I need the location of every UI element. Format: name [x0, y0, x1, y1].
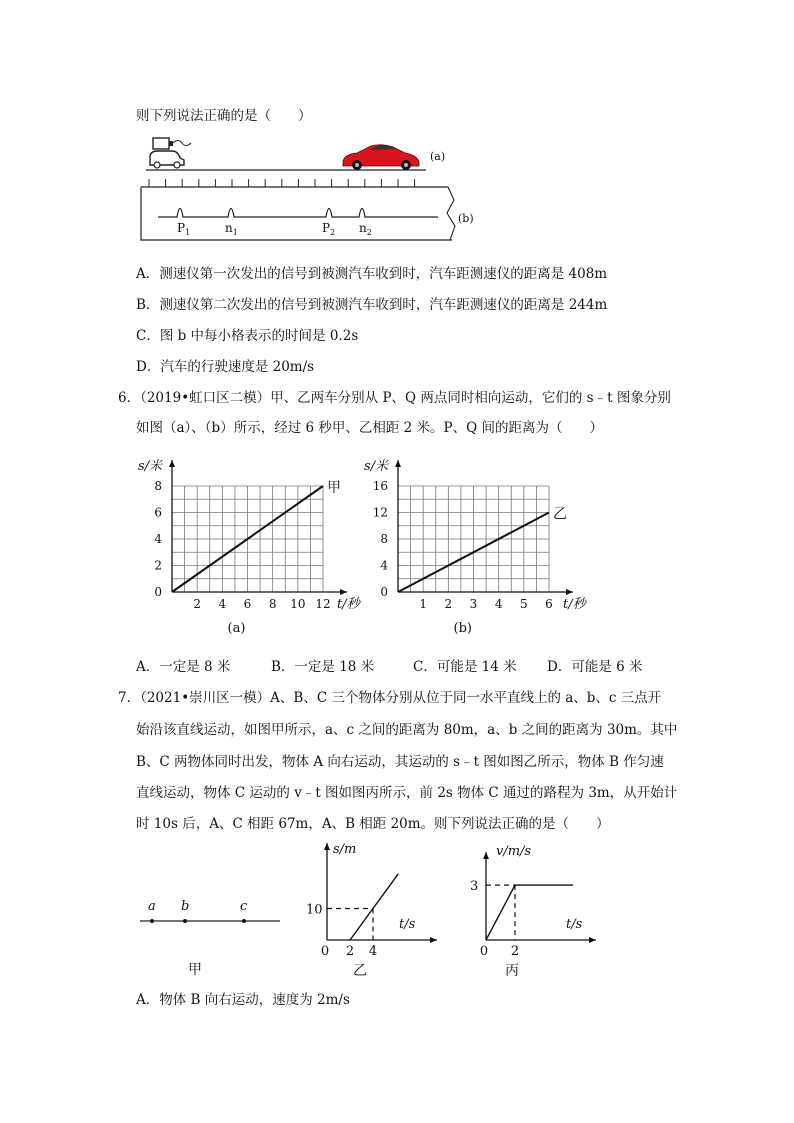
x-tick-label: 5 — [520, 597, 528, 611]
x-tick-label: 8 — [268, 597, 277, 611]
x-tick-label: 10 — [290, 597, 306, 611]
q5-option-d: D．汽车的行驶速度是 20m/s — [136, 359, 315, 375]
x-tick-label: 2 — [510, 944, 520, 959]
y-tick-label: 0 — [380, 585, 388, 599]
x-tick-label: 2 — [193, 597, 201, 611]
chart-caption: (b) — [453, 621, 472, 636]
q7-stem-line: B、C 两物体同时出发，物体 A 向右运动，其运动的 s﹣t 图如图乙所示，物体 B 作匀速 — [136, 754, 664, 770]
chart-caption: (a) — [227, 621, 246, 636]
point-b-label: b — [181, 899, 190, 914]
chart-caption: 丙 — [505, 963, 519, 979]
series-line — [486, 885, 573, 940]
y-tick-label: 8 — [154, 479, 162, 493]
x-tick-label: 6 — [545, 597, 553, 611]
q5-option-a: A．测速仪第一次发出的信号到被测汽车收到时，汽车距测速仪的距离是 408m — [136, 266, 608, 282]
figure-jia-caption: 甲 — [188, 962, 202, 978]
fig-label-b: (b) — [458, 212, 474, 225]
x-axis-label: t/秒 — [337, 597, 360, 612]
q5-option-c: C．图 b 中每小格表示的时间是 0.2s — [136, 328, 359, 344]
series-label: 甲 — [327, 480, 341, 496]
y-tick-label: 16 — [372, 479, 388, 493]
y-tick-label: 0 — [154, 585, 162, 599]
point-c-label: c — [240, 899, 248, 914]
x-axis-label: t/秒 — [563, 597, 586, 612]
q7-stem-line: 时 10s 后，A、C 相距 67m，A、B 相距 20m。则下列说法正确的是（ ） — [136, 816, 610, 832]
x-tick-label: 2 — [345, 944, 355, 959]
x-tick-label: 12 — [315, 597, 331, 611]
q6-stem-line1: 6．（2019•虹口区二模）甲、乙两车分别从 P、Q 两点同时相向运动，它们的 s﹣t 图象分别 — [118, 390, 671, 406]
x-axis-label: t/s — [399, 917, 416, 932]
q7-stem-line: 7．（2021•崇川区一模）A、B、C 三个物体分别从位于同一水平直线上的 a、b、c 三点开 — [118, 690, 662, 706]
q6-stem-line2: 如图（a）、（b）所示，经过 6 秒甲、乙相距 2 米。P、Q 间的距离为（ ） — [136, 420, 603, 436]
pulse-label: $P_2$ — [322, 221, 336, 237]
y-tick-label: 12 — [372, 505, 388, 520]
q6-option-a: A．一定是 8 米 — [136, 659, 231, 675]
q7-option-a: A．物体 B 向右运动，速度为 2m/s — [136, 992, 350, 1008]
y-tick-label: 6 — [154, 505, 162, 520]
fig-label-a: (a) — [430, 150, 446, 163]
q5-stem: 则下列说法正确的是（ ） — [136, 108, 312, 124]
y-axis-label: v/m/s — [496, 844, 532, 859]
x-axis-label: t/s — [566, 917, 583, 932]
x-axis-arrow — [589, 937, 596, 943]
point-a-label: a — [148, 899, 156, 914]
x-tick-label: 4 — [494, 597, 503, 611]
series-label: 乙 — [553, 506, 567, 523]
y-axis-label: s/米 — [364, 459, 389, 474]
x-tick-label: 3 — [469, 597, 478, 611]
y-axis-arrow — [483, 852, 489, 859]
x-tick-label: 4 — [368, 944, 378, 959]
x-tick-label: 6 — [243, 597, 252, 611]
pulse-label: $n_2$ — [359, 221, 372, 237]
q6-option-c: C．可能是 14 米 — [413, 659, 517, 675]
y-axis-label: s/米 — [138, 459, 163, 474]
y-tick-label: 2 — [154, 558, 162, 573]
y-axis-label: s/m — [333, 842, 357, 857]
q7-stem-line: 直线运动，物体 C 运动的 v﹣t 图如图丙所示，前 2s 物体 C 通过的路程为 3m，从开始计 — [136, 785, 678, 801]
x-tick-label: 1 — [419, 597, 427, 611]
y-tick-label: 3 — [470, 879, 479, 895]
chart-caption: 乙 — [353, 963, 367, 979]
x-tick-label: 0 — [479, 944, 489, 959]
y-tick-label: 10 — [306, 902, 323, 918]
x-tick-label: 4 — [218, 597, 227, 611]
y-tick-label: 4 — [154, 532, 162, 546]
y-tick-label: 4 — [380, 558, 388, 573]
pulse-label: $P_1$ — [177, 221, 191, 237]
q6-option-d: D．可能是 6 米 — [547, 659, 643, 675]
pulse-label: $n_1$ — [225, 221, 238, 237]
x-tick-label: 0 — [320, 944, 330, 959]
q6-option-b: B．一定是 18 米 — [271, 659, 375, 675]
x-tick-label: 2 — [444, 597, 453, 611]
y-tick-label: 8 — [380, 532, 388, 546]
q5-option-b: B．测速仪第二次发出的信号到被测汽车收到时，汽车距测速仪的距离是 244m — [136, 297, 608, 313]
q7-stem-line: 始沿该直线运动，如图甲所示，a、c 之间的距离为 80m，a、b 之间的距离为 30m。其中 — [136, 722, 678, 738]
